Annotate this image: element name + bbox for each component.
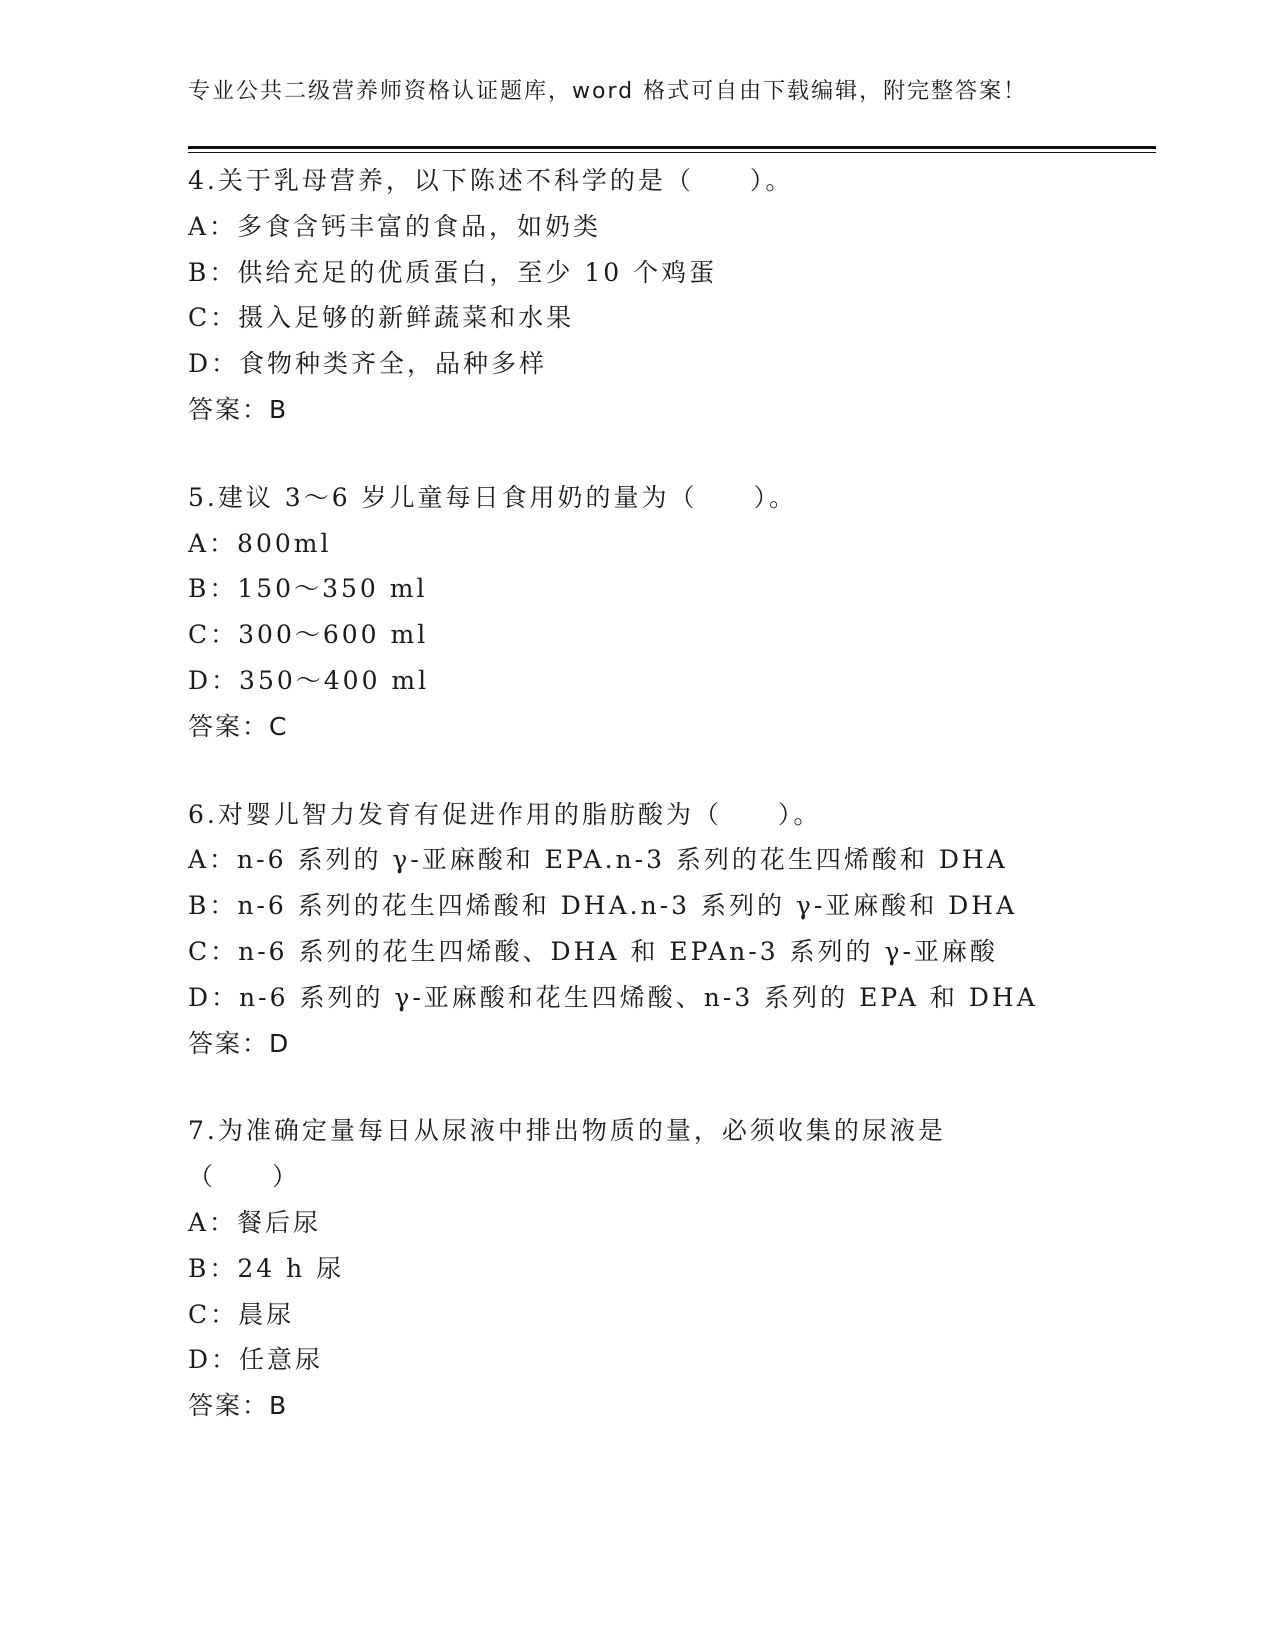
- answer-label: 答案：D: [188, 1028, 291, 1058]
- header-divider-thick: [188, 146, 1156, 149]
- option-b: B：150～350 ml: [188, 574, 428, 604]
- question-stem: 6.对婴儿智力发育有促进作用的脂肪酸为（ ）。: [188, 799, 822, 829]
- option-d: D：350～400 ml: [188, 665, 430, 695]
- option-d: D：食物种类齐全，品种多样: [188, 349, 548, 379]
- option-a: A：800ml: [188, 528, 332, 558]
- option-c: C：n-6 系列的花生四烯酸、DHA 和 EPAn-3 系列的 γ-亚麻酸: [188, 936, 998, 966]
- question-5: [188, 475, 1048, 750]
- option-c: C：摄入足够的新鲜蔬菜和水果: [188, 303, 575, 333]
- question-list: [188, 158, 1048, 1471]
- question-stem: 5.建议 3～6 岁儿童每日食用奶的量为（ ）。: [188, 482, 798, 512]
- option-d: D：n-6 系列的 γ-亚麻酸和花生四烯酸、n-3 系列的 EPA 和 DHA: [188, 982, 1038, 1012]
- option-c: C：晨尿: [188, 1299, 295, 1329]
- header-divider-thin: [188, 152, 1156, 153]
- option-b: B：24 h 尿: [188, 1253, 345, 1283]
- answer-label: 答案：B: [188, 394, 289, 424]
- option-a: A：餐后尿: [188, 1207, 322, 1237]
- option-b: B：供给充足的优质蛋白，至少 10 个鸡蛋: [188, 257, 718, 287]
- option-c: C：300～600 ml: [188, 620, 429, 650]
- question-stem: 7.为准确定量每日从尿液中排出物质的量，必须收集的尿液是（ ）: [188, 1116, 946, 1192]
- question-stem: 4.关于乳母营养，以下陈述不科学的是（ ）。: [188, 166, 794, 195]
- option-d: D：任意尿: [188, 1345, 324, 1375]
- question-7: [188, 1108, 1048, 1429]
- answer-label: 答案：B: [188, 1391, 289, 1421]
- answer-label: 答案：C: [188, 711, 289, 741]
- option-a: A：n-6 系列的 γ-亚麻酸和 EPA.n-3 系列的花生四烯酸和 DHA: [188, 845, 1008, 875]
- document-header: 专业公共二级营养师资格认证题库，word 格式可自由下载编辑，附完整答案！: [188, 79, 1028, 104]
- question-4: [188, 158, 1048, 433]
- option-b: B：n-6 系列的花生四烯酸和 DHA.n-3 系列的 γ-亚麻酸和 DHA: [188, 891, 1018, 921]
- option-a: A：多食含钙丰富的食品，如奶类: [188, 211, 602, 241]
- question-6: [188, 792, 1048, 1067]
